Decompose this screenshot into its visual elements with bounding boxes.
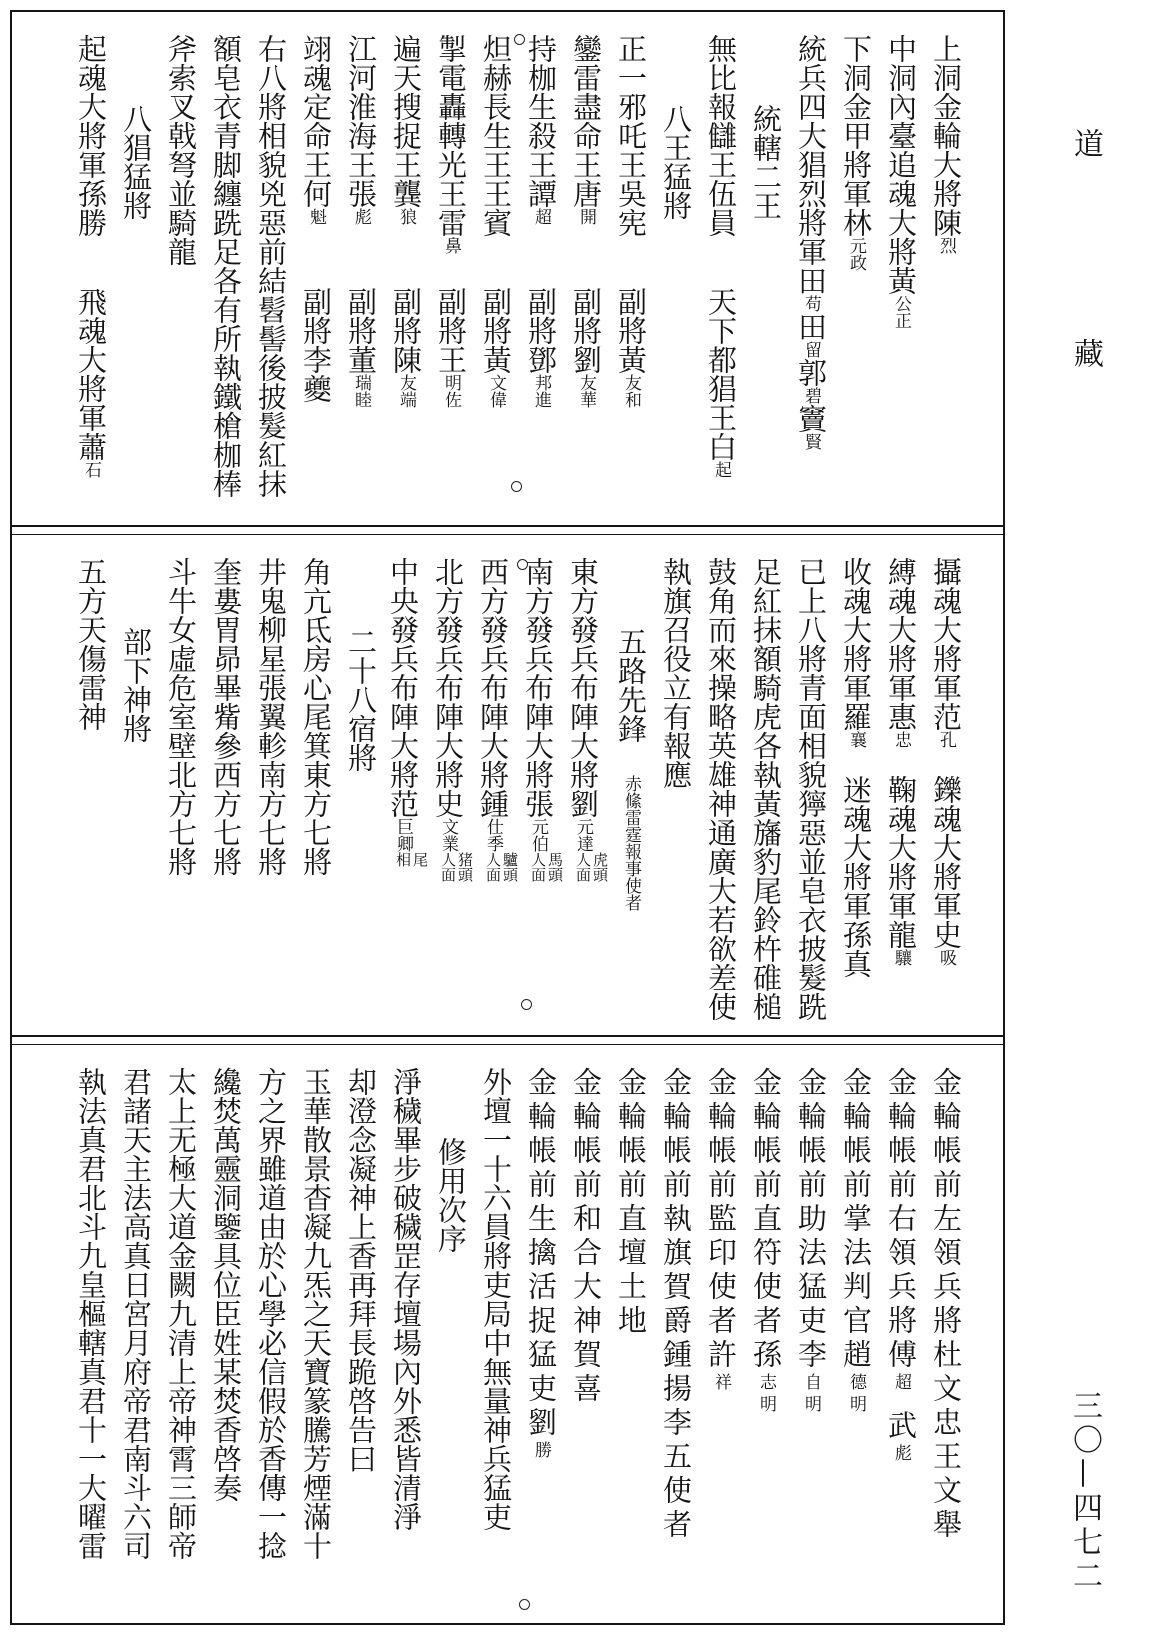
text-column <box>158 1045 203 1623</box>
text-column <box>203 535 248 1035</box>
text-column <box>833 535 878 1035</box>
text-column <box>923 1045 968 1623</box>
column-text <box>563 34 608 225</box>
double-line-annotation <box>484 852 518 882</box>
text-column <box>293 12 338 525</box>
main-text: 修用次序 <box>434 1137 468 1253</box>
main-text: 副將黃 <box>479 287 513 374</box>
small-annotation: 忠 <box>891 731 911 748</box>
small-annotation: 元伯 <box>528 818 548 852</box>
circle-mark <box>511 481 522 492</box>
column-lower-text <box>68 287 113 478</box>
text-column <box>518 12 563 525</box>
column-text <box>473 557 518 882</box>
main-text: 副將劉 <box>569 287 603 374</box>
column-text <box>563 1067 608 1407</box>
text-column <box>833 1045 878 1623</box>
annotation-line: 驢頭 <box>501 852 519 882</box>
column-text <box>878 1067 923 1395</box>
column-text <box>248 557 293 876</box>
annotation-line: 人面 <box>529 852 547 882</box>
column-text <box>428 34 473 254</box>
main-text: 八王猛將 <box>659 104 693 220</box>
column-text <box>113 1067 158 1560</box>
small-annotation: 魁 <box>306 208 326 225</box>
small-annotation: 友華 <box>576 374 596 408</box>
column-text <box>698 34 743 237</box>
main-text: 奎婁胃昴畢觜參西方七將 <box>209 557 243 876</box>
main-text: 上洞金輪大將陳 <box>929 34 963 237</box>
small-annotation: 苟 <box>801 295 821 312</box>
small-annotation: 鼻 <box>441 237 461 254</box>
column-lower-text <box>338 287 383 408</box>
section-heading-column <box>113 535 158 1035</box>
text-column <box>113 1045 158 1623</box>
text-column <box>563 12 608 525</box>
column-text <box>203 557 248 876</box>
main-text: 北方發兵布陣大將史 <box>431 557 465 818</box>
column-text <box>743 104 788 220</box>
column-text <box>518 1067 563 1463</box>
main-text: 南方發兵布陣大將張 <box>521 557 555 818</box>
small-annotation: 友端 <box>396 374 416 408</box>
text-column <box>473 12 518 525</box>
text-column <box>293 535 338 1035</box>
main-text: 斧索叉戟弩並騎龍 <box>164 34 198 266</box>
main-text: 五方天傷雷神 <box>74 557 108 731</box>
small-annotation: 德明 <box>846 1373 866 1417</box>
text-column <box>878 12 923 525</box>
small-annotation: 開 <box>576 208 596 225</box>
main-text: 武 <box>884 1410 918 1444</box>
main-text: 下洞金甲將軍林 <box>839 34 873 237</box>
column-text <box>923 1067 968 1543</box>
small-annotation: 襄 <box>846 731 866 748</box>
main-text: 掣電轟轉光王雷 <box>434 34 468 237</box>
small-annotation: 元達 <box>573 818 593 852</box>
text-column <box>698 535 743 1035</box>
text-column <box>923 535 968 1035</box>
text-column <box>788 535 833 1035</box>
column-text <box>653 557 698 789</box>
text-column <box>608 1045 653 1623</box>
text-column <box>68 12 113 525</box>
text-column <box>428 535 473 1035</box>
section-heading-column <box>428 1045 473 1623</box>
main-text: 五路先鋒 <box>614 627 648 743</box>
main-text: 足紅抹額騎虎各執黃旛豹尾鈴杵碓槌 <box>749 557 783 1021</box>
column-text <box>383 1067 428 1531</box>
annotation-line: 虎頭 <box>591 852 609 882</box>
small-annotation: 仕季 <box>483 818 503 852</box>
main-text: 遍天搜捉王龔 <box>389 34 423 208</box>
small-annotation: 孔 <box>936 731 956 748</box>
circle-mark <box>519 1599 530 1610</box>
main-text: 炟赫長生王王賓 <box>479 34 513 237</box>
small-annotation: 勝 <box>531 1441 551 1463</box>
main-text: 金輪帳前右領兵將傅 <box>884 1067 918 1373</box>
column-text <box>203 34 248 498</box>
text-column <box>653 1045 698 1623</box>
register-divider <box>12 525 1003 535</box>
text-column <box>563 535 608 1035</box>
main-text: 副將鄧 <box>524 287 558 374</box>
main-text: 却澄念凝神上香再拜長跪啓告曰 <box>344 1067 378 1473</box>
column-text <box>923 34 968 254</box>
page-number: 三〇—四七二 <box>1067 1390 1102 1594</box>
main-text: 正一邪吒王吳宪 <box>614 34 648 237</box>
small-annotation: 烈 <box>936 237 956 254</box>
small-annotation: 文業 <box>438 818 458 852</box>
column-lower-text <box>923 775 968 966</box>
annotation-line: 人面 <box>484 852 502 882</box>
main-text: 副將黃 <box>614 287 648 374</box>
main-text: 副將董 <box>344 287 378 374</box>
double-line-annotation <box>439 852 473 882</box>
small-annotation: 自明 <box>801 1373 821 1417</box>
text-column <box>473 535 518 1035</box>
main-text: 八猖猛將 <box>119 104 153 220</box>
column-text <box>383 557 428 867</box>
small-annotation: 祥 <box>711 1373 731 1395</box>
main-text: 金輪帳前生擒活捉猛吏劉 <box>524 1067 558 1441</box>
small-annotation: 留 <box>801 341 821 358</box>
main-text: 二十八宿將 <box>344 627 378 772</box>
main-text: 鑾雷盡命王唐 <box>569 34 603 208</box>
small-annotation: 超 <box>531 208 551 225</box>
text-column <box>158 12 203 525</box>
column-text <box>743 557 788 1021</box>
main-text: 竇 <box>794 404 828 433</box>
column-text <box>788 34 833 450</box>
column-lower-text <box>608 775 653 911</box>
column-text <box>563 557 608 882</box>
column-lower-text <box>563 287 608 408</box>
annotation-line: 相 <box>394 852 412 867</box>
column-text <box>338 34 383 225</box>
column-text <box>203 1067 248 1502</box>
column-text <box>788 1067 833 1417</box>
column-text <box>833 34 878 271</box>
text-column <box>833 12 878 525</box>
main-text: 中洞內臺追魂大將黃 <box>884 34 918 295</box>
main-text: 君諸天主法高真日宮月府帝君南斗六司 <box>119 1067 153 1560</box>
small-annotation: 賢 <box>801 433 821 450</box>
text-column <box>293 1045 338 1623</box>
column-text <box>833 1067 878 1417</box>
text-column <box>248 1045 293 1623</box>
text-column <box>68 1045 113 1623</box>
circle-mark <box>521 999 532 1010</box>
main-text: 金輪帳前監印使者許 <box>704 1067 738 1373</box>
annotation-line: 人面 <box>574 852 592 882</box>
column-text <box>158 34 203 266</box>
main-text: 縛魂大將軍惠 <box>884 557 918 731</box>
annotation-line: 猪頭 <box>456 852 474 882</box>
text-column <box>68 535 113 1035</box>
main-text: 額皂衣青脚纏跣足各有所執鐵槍枷棒 <box>209 34 243 498</box>
double-line-annotation <box>574 852 608 882</box>
small-annotation: 彪 <box>351 208 371 225</box>
small-annotation: 瑞睦 <box>351 374 371 408</box>
column-text <box>338 1067 383 1473</box>
main-text: 持枷生殺王譚 <box>524 34 558 208</box>
column-lower-text <box>293 287 338 403</box>
main-text: 鑠魂大將軍史 <box>929 775 963 949</box>
small-annotation: 友和 <box>621 374 641 408</box>
main-text: 東方發兵布陣大將劉 <box>566 557 600 818</box>
main-text: 角亢氐房心尾箕東方七將 <box>299 557 333 876</box>
small-annotation: 邦進 <box>531 374 551 408</box>
main-text: 金輪帳前直壇土地 <box>614 1067 648 1339</box>
circle-mark <box>517 559 528 570</box>
margin-title-cang: 藏 <box>1068 338 1103 368</box>
main-text: 西方發兵布陣大將鍾 <box>476 557 510 818</box>
text-column <box>203 1045 248 1623</box>
main-text: 斗牛女虛危室壁北方七將 <box>164 557 198 876</box>
text-column <box>878 535 923 1035</box>
main-text: 執法真君北斗九皇樞轄真君十一大曜雷 <box>74 1067 108 1560</box>
main-text: 郭 <box>794 358 828 387</box>
text-column <box>338 1045 383 1623</box>
main-text: 井鬼柳星張翼軫南方七將 <box>254 557 288 876</box>
column-lower-text <box>608 287 653 408</box>
column-lower-text <box>878 1410 923 1466</box>
column-text <box>113 104 158 220</box>
main-text: 江河淮海王張 <box>344 34 378 208</box>
main-text: 副將陳 <box>389 287 423 374</box>
text-column <box>743 1045 788 1623</box>
main-text: 淨穢畢步破穢罡存壇場內外悉皆清淨 <box>389 1067 423 1531</box>
column-lower-text <box>428 287 473 408</box>
main-text: 執旗召役立有報應 <box>659 557 693 789</box>
main-text: 統兵四大猖烈將軍田 <box>794 34 828 295</box>
main-text: 田 <box>794 312 828 341</box>
column-text <box>113 627 158 743</box>
small-annotation: 赤絛雷霆報事使者 <box>621 775 641 911</box>
section-heading-column <box>653 12 698 525</box>
small-annotation: 起 <box>711 461 731 478</box>
annotation-line: 人面 <box>439 852 457 882</box>
main-text: 金輪帳前掌法判官趙 <box>839 1067 873 1373</box>
double-line-annotation <box>394 852 428 867</box>
text-column <box>248 535 293 1035</box>
text-column <box>878 1045 923 1623</box>
text-column <box>383 12 428 525</box>
text-column <box>428 12 473 525</box>
column-lower-text <box>833 775 878 978</box>
main-text: 統轄二王 <box>749 104 783 220</box>
column-text <box>518 34 563 225</box>
column-text <box>653 1067 698 1543</box>
column-text <box>158 1067 203 1560</box>
text-column <box>698 1045 743 1623</box>
main-text: 天下都猖王白 <box>704 287 738 461</box>
annotation-line: 馬頭 <box>546 852 564 882</box>
main-text: 金輪帳前執旗賀爵鍾揚李五使者 <box>659 1067 693 1543</box>
text-column <box>563 1045 608 1623</box>
main-text: 鼓角而來操略英雄神通廣大若欲差使 <box>704 557 738 1021</box>
main-text: 金輪帳前直符使者孫 <box>749 1067 783 1373</box>
text-column <box>788 12 833 525</box>
middle-register <box>12 535 1003 1035</box>
column-text <box>923 557 968 748</box>
page-frame <box>10 10 1005 1625</box>
column-lower-text <box>473 287 518 408</box>
main-text: 收魂大將軍羅 <box>839 557 873 731</box>
top-register <box>12 12 1003 525</box>
register-divider <box>12 1035 1003 1045</box>
column-text <box>293 557 338 876</box>
column-group <box>68 12 968 525</box>
column-text <box>833 557 878 748</box>
small-annotation: 元政 <box>846 237 866 271</box>
column-text <box>383 34 428 225</box>
column-text <box>68 34 113 237</box>
double-line-annotation <box>529 852 563 882</box>
column-text <box>68 1067 113 1560</box>
column-text <box>158 557 203 876</box>
text-column <box>473 1045 518 1623</box>
column-text <box>608 34 653 237</box>
main-text: 金輪帳前助法猛吏李 <box>794 1067 828 1373</box>
main-text: 金輪帳前左領兵將杜文忠王文舉 <box>929 1067 963 1543</box>
small-annotation: 文偉 <box>486 374 506 408</box>
text-column <box>338 12 383 525</box>
small-annotation: 超 <box>891 1373 911 1395</box>
bottom-register <box>12 1045 1003 1623</box>
small-annotation: 志明 <box>756 1373 776 1417</box>
column-text <box>518 557 563 882</box>
column-text <box>608 627 653 743</box>
section-heading-column <box>608 535 653 1035</box>
column-lower-text <box>878 775 923 966</box>
column-lower-text <box>518 287 563 408</box>
main-text: 起魂大將軍孫勝 <box>74 34 108 237</box>
text-column <box>203 12 248 525</box>
main-text: 飛魂大將軍蕭 <box>74 287 108 461</box>
small-annotation: 彪 <box>891 1444 911 1466</box>
section-heading-column <box>743 12 788 525</box>
column-text <box>293 34 338 225</box>
column-text <box>68 557 113 731</box>
text-column <box>518 535 563 1035</box>
column-lower-text <box>383 287 428 408</box>
circle-mark <box>514 34 525 45</box>
main-text: 方之界雖道由於心學必信假於香傳一捻 <box>254 1067 288 1560</box>
main-text: 無比報讎王伍員 <box>704 34 738 237</box>
small-annotation: 碧 <box>801 387 821 404</box>
small-annotation: 石 <box>81 461 101 478</box>
main-text: 迷魂大將軍孫真 <box>839 775 873 978</box>
column-text <box>293 1067 338 1560</box>
main-text: 已上八將青面相貌獰惡並皂衣披髮跣 <box>794 557 828 1021</box>
text-column <box>788 1045 833 1623</box>
column-text <box>473 1067 518 1531</box>
main-text: 副將王 <box>434 287 468 374</box>
column-text <box>428 1137 473 1253</box>
text-column <box>653 535 698 1035</box>
column-text <box>698 1067 743 1395</box>
text-column <box>923 12 968 525</box>
section-heading-column <box>113 12 158 525</box>
column-text <box>878 557 923 748</box>
column-text <box>743 1067 788 1417</box>
text-column <box>518 1045 563 1623</box>
main-text: 纔焚萬靈洞鑒具位臣姓某焚香啓奏 <box>209 1067 243 1502</box>
main-text: 攝魂大將軍范 <box>929 557 963 731</box>
main-text: 金輪帳前和合大神賀喜 <box>569 1067 603 1407</box>
main-text: 副將李夔 <box>299 287 333 403</box>
text-column <box>743 535 788 1035</box>
column-text <box>653 104 698 220</box>
text-column <box>383 535 428 1035</box>
column-text <box>788 557 833 1021</box>
main-text: 翊魂定命王何 <box>299 34 333 208</box>
main-text: 鞠魂大將軍龍 <box>884 775 918 949</box>
column-text <box>248 34 293 498</box>
small-annotation: 公正 <box>891 295 911 329</box>
column-lower-text <box>698 287 743 478</box>
column-group <box>68 1045 968 1623</box>
main-text: 外壇一十六員將吏局中無量神兵猛吏 <box>479 1067 513 1531</box>
column-text <box>473 34 518 237</box>
column-text <box>248 1067 293 1560</box>
small-annotation: 狼 <box>396 208 416 225</box>
small-annotation: 驤 <box>891 949 911 966</box>
section-heading-column <box>338 535 383 1035</box>
text-column <box>698 12 743 525</box>
annotation-line: 尾 <box>411 852 429 867</box>
text-column <box>158 535 203 1035</box>
column-text <box>878 34 923 329</box>
main-text: 右八將相貌兇惡前結髫髻後披髮紅抹 <box>254 34 288 498</box>
main-text: 太上无極大道金闕九清上帝神霄三師帝 <box>164 1067 198 1560</box>
column-text <box>698 557 743 1021</box>
text-column <box>383 1045 428 1623</box>
small-annotation: 明佐 <box>441 374 461 408</box>
column-text <box>608 1067 653 1339</box>
small-annotation: 巨卿 <box>393 818 413 852</box>
main-text: 部下神將 <box>119 627 153 743</box>
column-text <box>338 627 383 772</box>
text-column <box>608 12 653 525</box>
main-text: 中央發兵布陣大將范 <box>386 557 420 818</box>
column-group <box>68 535 968 1035</box>
margin-title-dao: 道 <box>1068 128 1103 158</box>
main-text: 玉華散景杳凝九炁之天寶篆騰芳煙滿十 <box>299 1067 333 1560</box>
column-text <box>428 557 473 882</box>
small-annotation: 吸 <box>936 949 956 966</box>
text-column <box>248 12 293 525</box>
